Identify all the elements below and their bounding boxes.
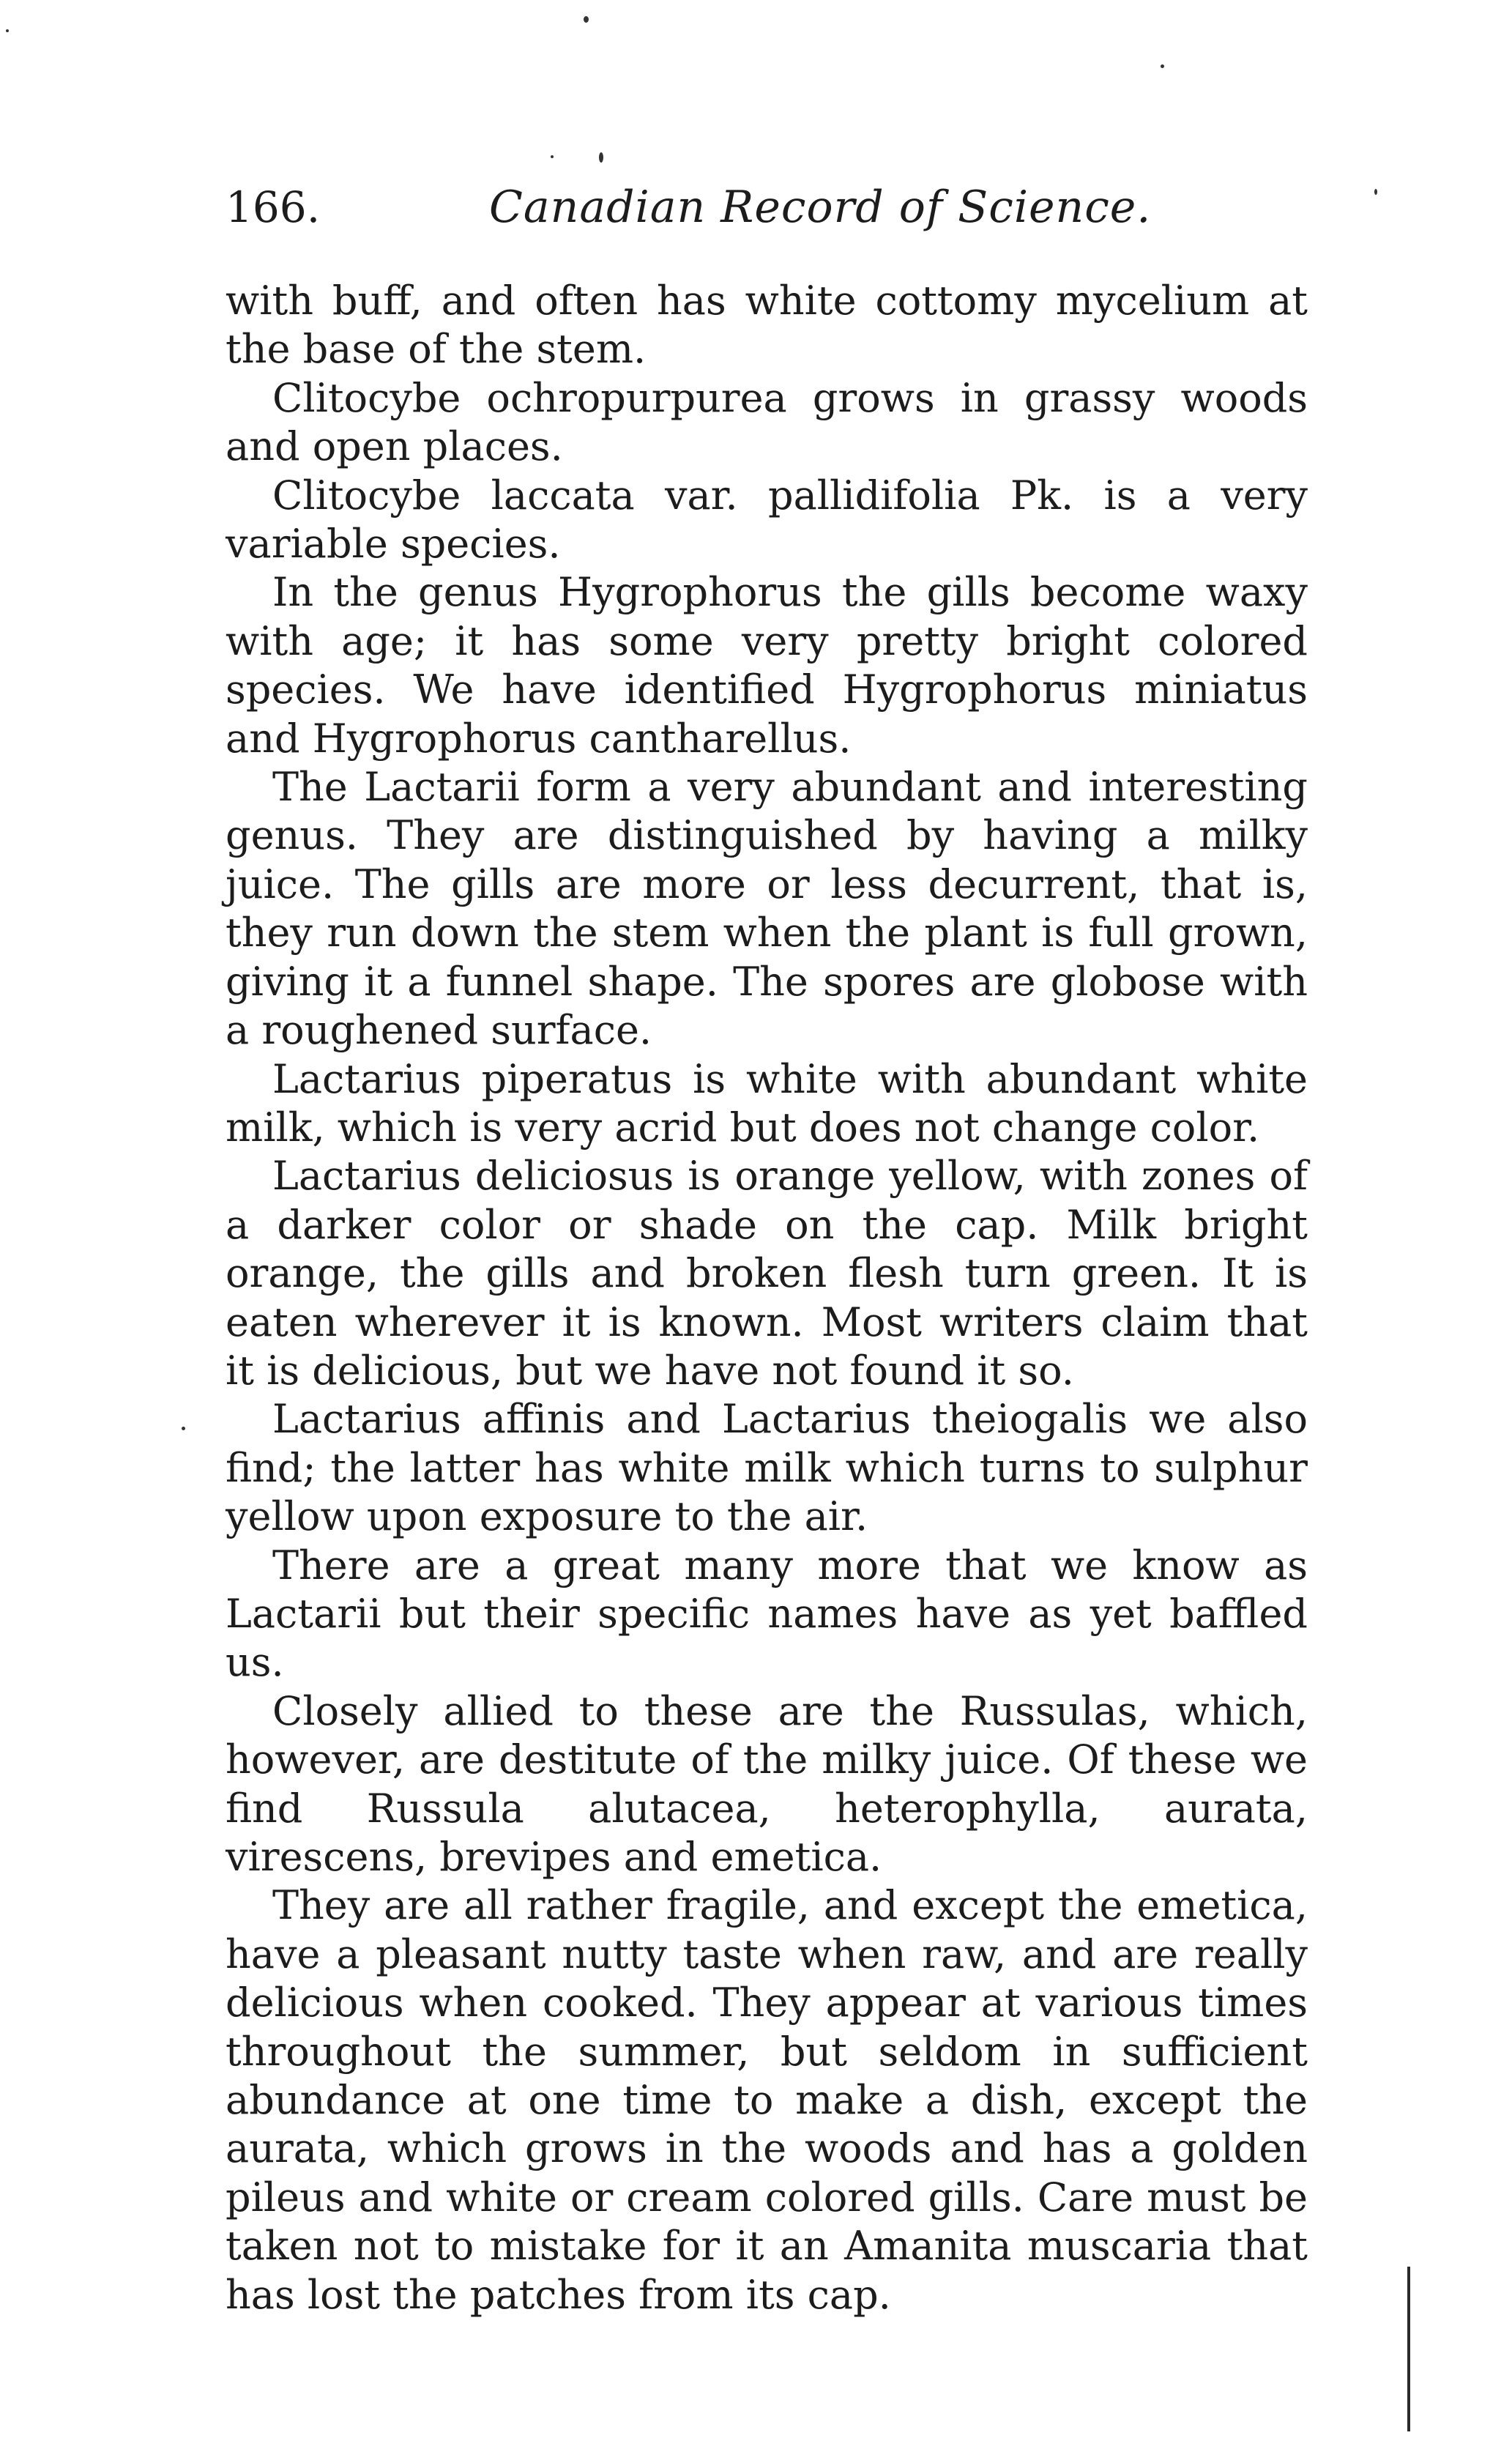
scan-speck xyxy=(6,29,9,32)
page-header xyxy=(226,174,1318,240)
paragraph: There are a great many more that we know as Lactarii but their specific names have as yet baffled us. xyxy=(226,1542,1308,1686)
scan-speck xyxy=(551,155,554,158)
paragraph: with buff, and often has white cottomy mycelium at the base of the stem. xyxy=(226,278,1308,373)
scan-speck xyxy=(599,152,603,163)
paragraph: Clitocybe ochropurpurea grows in grassy woods and open places. xyxy=(226,374,1308,470)
paragraph: The Lactarii form a very abundant and interesting genus. They are distinguished by having a milky juice. The gills are more or less decurrent, that is, they run down the stem when the plant is full grown, giving it a funnel shape. The spores are globose with a roughened surface. xyxy=(226,764,1308,1054)
page-number: 166. xyxy=(226,182,321,232)
scan-speck xyxy=(1374,189,1377,195)
margin-rule xyxy=(1407,2267,1410,2431)
paragraph: Lactarius piperatus is white with abundant white milk, which is very acrid but does not change color. xyxy=(226,1055,1308,1151)
running-title: Canadian Record of Science. xyxy=(489,182,1152,233)
paragraph: In the genus Hygrophorus the gills become waxy with age; it has some very pretty bright colored species. We have identified Hygrophorus miniatus and Hygrophorus cantharellus. xyxy=(226,569,1308,762)
paragraph: They are all rather fragile, and except the emetica, have a pleasant nutty taste when raw, and are really delicious when cooked. They appear at various times throughout the summer, but seldom in sufficient abundance at one time to make a dish, except the aurata, which grows in the woods and has a golden pileus and white or cream colored gills. Care must be taken not to mistake for it an Amanita muscaria that has lost the patches from its cap. xyxy=(226,1882,1308,2318)
scan-speck xyxy=(584,16,589,23)
scan-speck xyxy=(1161,64,1164,68)
paragraph: Lactarius affinis and Lactarius theiogalis we also find; the latter has white milk which turns to sulphur yellow upon exposure to the air. xyxy=(226,1396,1308,1540)
body-text xyxy=(226,277,1308,2319)
paragraph: Closely allied to these are the Russulas, which, however, are destitute of the milky juice. Of these we find Russula alutacea, heterophylla, aurata, virescens, brevipes and emetica. xyxy=(226,1687,1308,1880)
paragraph: Clitocybe laccata var. pallidifolia Pk. is a very variable species. xyxy=(226,472,1308,568)
paragraph: Lactarius deliciosus is orange yellow, with zones of a darker color or shade on the cap. Milk bright orange, the gills and broken flesh turn green. It is eaten wherever it is known. Most writers claim that it is delicious, but we have not found it so. xyxy=(226,1153,1308,1394)
scan-speck xyxy=(182,1427,185,1430)
